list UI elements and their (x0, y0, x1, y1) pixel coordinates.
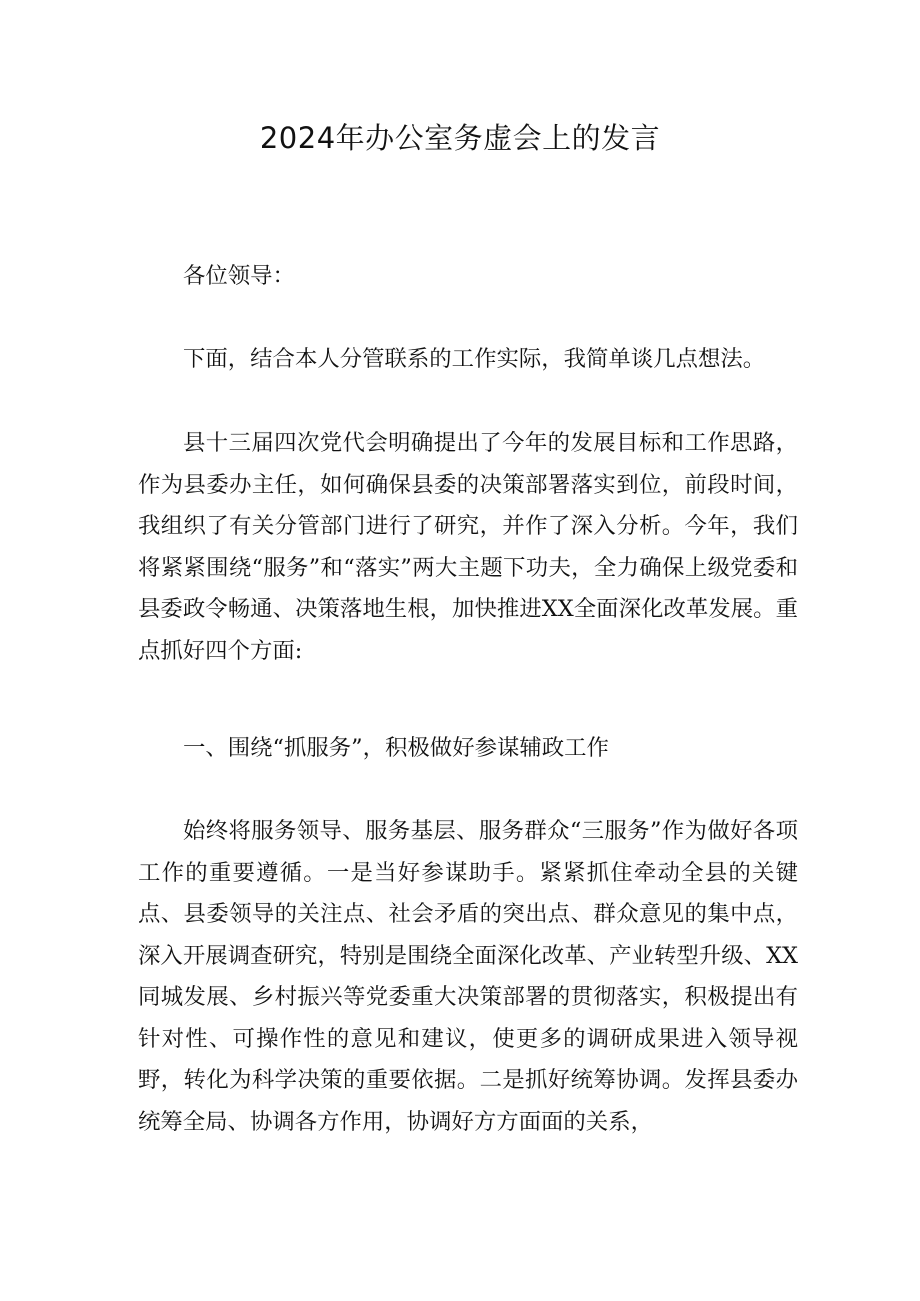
body-paragraph-1: 县十三届四次党代会明确提出了今年的发展目标和工作思路，作为县委办主任，如何确保县委的决策部署落实到位，前段时间，我组织了有关分管部门进行了研究，并作了深入分析。今年，我们将紧紧围绕“服务”和“落实”两大主题下功夫，全力确保上级党委和县委政令畅通、决策落地生根，加快推进XX全面深化改革发展。重点抓好四个方面: (138, 430, 798, 664)
intro-paragraph: 下面，结合本人分管联系的工作实际，我简单谈几点想法。 (183, 346, 766, 372)
salutation: 各位领导： (183, 263, 295, 289)
body-paragraph-2: 始终将服务领导、服务基层、服务群众“三服务”作为做好各项工作的重要遵循。一是当好参谋助手。紧紧抓住牵动全县的关键点、县委领导的关注点、社会矛盾的突出点、群众意见的集中点，深入开展调查研究，特别是围绕全面深化改革、产业转型升级、XX同城发展、乡村振兴等党委重大决策部署的贯彻落实，积极提出有针对性、可操作性的意见和建议，使更多的调研成果进入领导视野，转化为科学决策的重要依据。二是抓好统筹协调。发挥县委办统筹全局、协调各方作用，协调好方方面面的关系， (138, 818, 798, 1135)
document-title: 2024年办公室务虚会上的发言 (259, 121, 661, 155)
section-heading-1: 一、围绕“抓服务”，积极做好参谋辅政工作 (183, 735, 609, 761)
